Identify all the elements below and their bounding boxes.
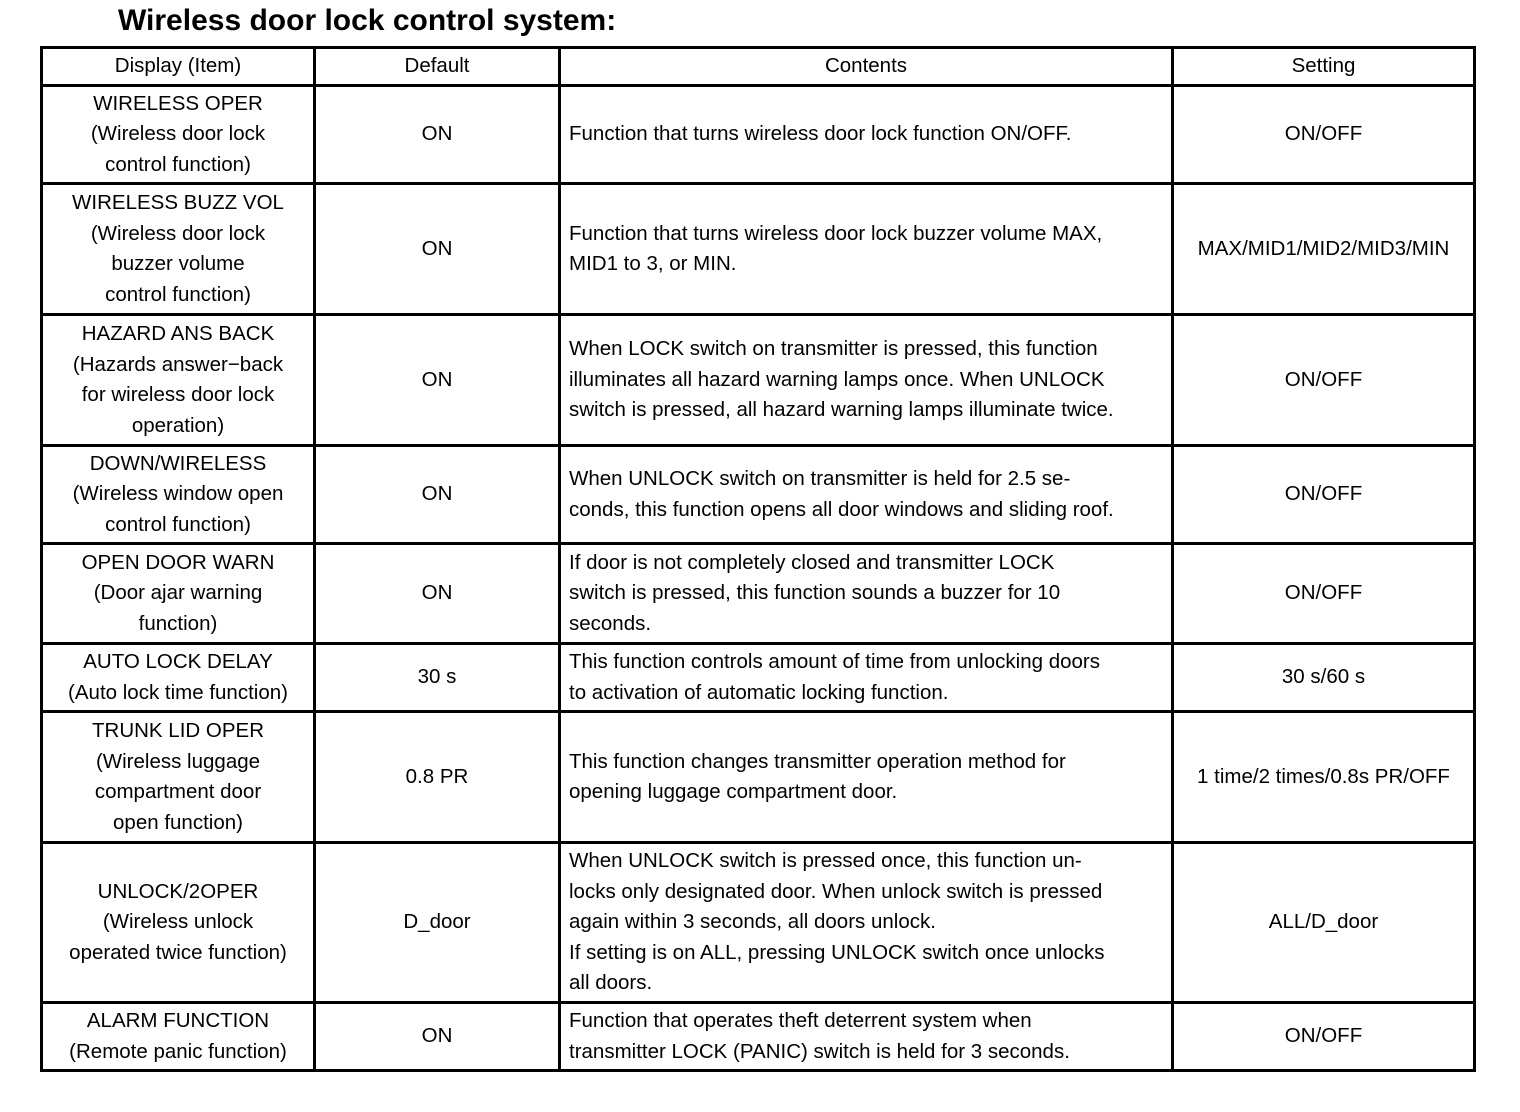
contents-line: locks only designated door. When unlock switch is pressed (569, 879, 1103, 903)
cell-display-item (42, 644, 315, 712)
display-item-line: WIRELESS OPER (93, 91, 263, 115)
display-item-line: compartment door (94, 780, 262, 803)
table-row (42, 644, 1475, 712)
contents-line: seconds. (569, 611, 652, 635)
cell-default: 30 s (315, 644, 560, 712)
contents-line: If door is not completely closed and transmitter LOCK (569, 550, 1055, 574)
cell-default: 0.8 PR (315, 712, 560, 843)
table-row (42, 184, 1475, 315)
table-row (42, 446, 1475, 544)
contents-line: When UNLOCK switch on transmitter is held for 2.5 se- (569, 467, 1071, 490)
table-row (42, 86, 1475, 184)
cell-default: ON (315, 446, 560, 544)
contents-line: transmitter LOCK (PANIC) switch is held for 3 seconds. (569, 1039, 1070, 1063)
display-item-line: UNLOCK/2OPER (97, 879, 259, 903)
display-item-line: DOWN/WIRELESS (89, 451, 267, 475)
display-item-line: HAZARD ANS BACK (81, 322, 275, 345)
cell-contents (560, 184, 1173, 315)
table-row (42, 315, 1475, 446)
contents-line: MID1 to 3, or MIN. (569, 252, 737, 275)
cell-contents (560, 644, 1173, 712)
display-item-line: (Wireless door lock (90, 122, 266, 146)
cell-contents (560, 86, 1173, 184)
cell-display-item (42, 1003, 315, 1071)
display-item-line: (Hazards answer−back (72, 352, 284, 376)
cell-setting: 1 time/2 times/0.8s PR/OFF (1173, 712, 1475, 843)
display-item-line: (Wireless unlock (102, 910, 254, 934)
cell-display-item (42, 86, 315, 184)
table-row (42, 843, 1475, 1003)
cell-contents (560, 315, 1173, 446)
display-item-line: buzzer volume (111, 252, 245, 275)
cell-display-item (42, 712, 315, 843)
cell-contents (560, 843, 1173, 1003)
table-header-row (42, 48, 1475, 86)
cell-display-item (42, 544, 315, 644)
cell-setting: ON/OFF (1173, 446, 1475, 544)
contents-line: If setting is on ALL, pressing UNLOCK switch once unlocks (569, 940, 1105, 964)
contents-line: This function changes transmitter operation method for (569, 749, 1066, 773)
cell-setting: ON/OFF (1173, 1003, 1475, 1071)
contents-line: This function controls amount of time from unlocking doors (569, 650, 1100, 673)
cell-setting: MAX/MID1/MID2/MID3/MIN (1173, 184, 1475, 315)
display-item-line: function) (138, 611, 218, 635)
contents-line: illuminates all hazard warning lamps once. When UNLOCK (569, 367, 1105, 391)
cell-display-item (42, 184, 315, 315)
display-item-line: control function) (105, 152, 251, 176)
display-item-line: control function) (105, 282, 251, 306)
settings-table (40, 46, 1476, 1072)
contents-line: switch is pressed, this function sounds a buzzer for 10 (569, 581, 1061, 605)
cell-default: D_door (315, 843, 560, 1003)
cell-default: ON (315, 544, 560, 644)
contents-line: to activation of automatic locking function. (569, 680, 949, 704)
contents-line: opening luggage compartment door. (569, 780, 898, 803)
cell-setting: ALL/D_door (1173, 843, 1475, 1003)
contents-line: Function that operates theft deterrent system when (569, 1009, 1032, 1032)
display-item-line: (Wireless window open (72, 482, 284, 506)
contents-line: all doors. (569, 971, 653, 995)
cell-contents (560, 1003, 1173, 1071)
contents-line: switch is pressed, all hazard warning lamps illuminate twice. (569, 398, 1114, 422)
display-item-line: (Auto lock time function) (68, 680, 288, 704)
contents-line: Function that turns wireless door lock buzzer volume MAX, (569, 221, 1103, 245)
cell-setting: ON/OFF (1173, 315, 1475, 446)
cell-setting: ON/OFF (1173, 544, 1475, 644)
display-item-line: (Door ajar warning (93, 581, 263, 605)
cell-default: ON (315, 315, 560, 446)
page-title: Wireless door lock control system: (118, 4, 617, 37)
display-item-line: (Wireless door lock (90, 221, 266, 245)
display-item-line: TRUNK LID OPER (92, 719, 264, 742)
cell-setting: 30 s/60 s (1173, 644, 1475, 712)
display-item-line: AUTO LOCK DELAY (83, 650, 273, 673)
cell-contents (560, 544, 1173, 644)
table-row (42, 1003, 1475, 1071)
display-item-line: (Remote panic function) (69, 1039, 287, 1063)
cell-default: ON (315, 184, 560, 315)
header-contents: Contents (560, 48, 1173, 86)
contents-line: When LOCK switch on transmitter is pressed, this function (569, 337, 1098, 361)
table-body (42, 86, 1475, 1071)
cell-display-item (42, 446, 315, 544)
cell-contents (560, 446, 1173, 544)
cell-display-item (42, 315, 315, 446)
contents-line: When UNLOCK switch is pressed once, this function un- (569, 849, 1082, 873)
table-row (42, 712, 1475, 843)
display-item-line: operated twice function) (69, 940, 287, 964)
display-item-line: open function) (113, 810, 243, 834)
display-item-line: OPEN DOOR WARN (81, 550, 275, 574)
contents-line: again within 3 seconds, all doors unlock. (569, 910, 936, 934)
display-item-line: operation) (131, 413, 225, 437)
cell-default: ON (315, 86, 560, 184)
cell-display-item (42, 843, 315, 1003)
header-item: Display (Item) (42, 48, 315, 86)
display-item-line: control function) (105, 512, 251, 536)
contents-line: conds, this function opens all door windows and sliding roof. (569, 497, 1114, 521)
cell-default: ON (315, 1003, 560, 1071)
display-item-line: (Wireless luggage (95, 749, 261, 773)
header-default: Default (315, 48, 560, 86)
header-setting: Setting (1173, 48, 1475, 86)
contents-line: Function that turns wireless door lock function ON/OFF. (569, 122, 1072, 146)
display-item-line: WIRELESS BUZZ VOL (72, 191, 284, 214)
cell-setting: ON/OFF (1173, 86, 1475, 184)
cell-contents (560, 712, 1173, 843)
table-row (42, 544, 1475, 644)
display-item-line: ALARM FUNCTION (86, 1009, 270, 1032)
display-item-line: for wireless door lock (81, 383, 275, 406)
